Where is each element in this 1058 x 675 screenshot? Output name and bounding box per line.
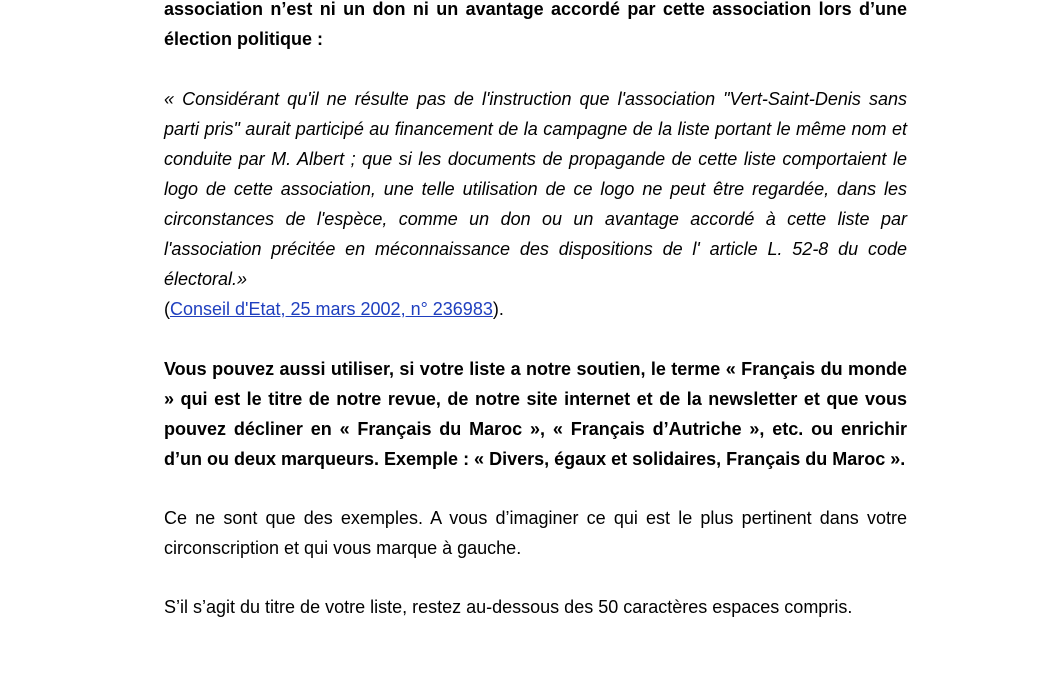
- citation-close-paren: ).: [492, 299, 504, 319]
- quote-citation: [164, 294, 907, 324]
- quote-text: « Considérant qu'il ne résulte pas de l'instruction que l'association "Vert-Saint-Denis sans parti pris" aurait participé au financement de la campagne de la liste portant le même nom et conduite par M. Albert ; que si les documents de propagande de cette liste comportaient le logo de cette association, une telle utilisation de ce logo ne peut être regardée, dans les circonstances de l'espèce, comme un don ou un avantage accordé à cette liste par l'association précitée en méconnaissance des dispositions de l' article L. 52-8 du code électoral.»: [164, 89, 907, 289]
- francais-du-monde-paragraph: Vous pouvez aussi utiliser, si votre liste a notre soutien, le terme « Français du monde » qui est le titre de notre revue, de notre site internet et de la newsletter et que vous pouvez décliner en « Français du Maroc », « Français d’Autriche », etc. ou enrichir d’un ou deux marqueurs. Exemple : « Divers, égaux et solidaires, Français du Maroc ».: [164, 359, 907, 469]
- conseil-etat-quote: [164, 84, 907, 324]
- titre-liste-paragraph: S’il s’agit du titre de votre liste, restez au-dessous des 50 caractères espaces compris.: [164, 597, 853, 617]
- citation-open-paren: (: [164, 299, 170, 319]
- intro-paragraph: association n’est ni un don ni un avantage accordé par cette association lors d’une élection politique :: [164, 0, 907, 49]
- conseil-etat-citation-link[interactable]: Conseil d'Etat, 25 mars 2002, n° 236983: [170, 299, 493, 319]
- exemples-paragraph: Ce ne sont que des exemples. A vous d’imaginer ce qui est le plus pertinent dans votre circonscription et qui vous marque à gauche.: [164, 508, 907, 558]
- document-page: [164, 0, 907, 622]
